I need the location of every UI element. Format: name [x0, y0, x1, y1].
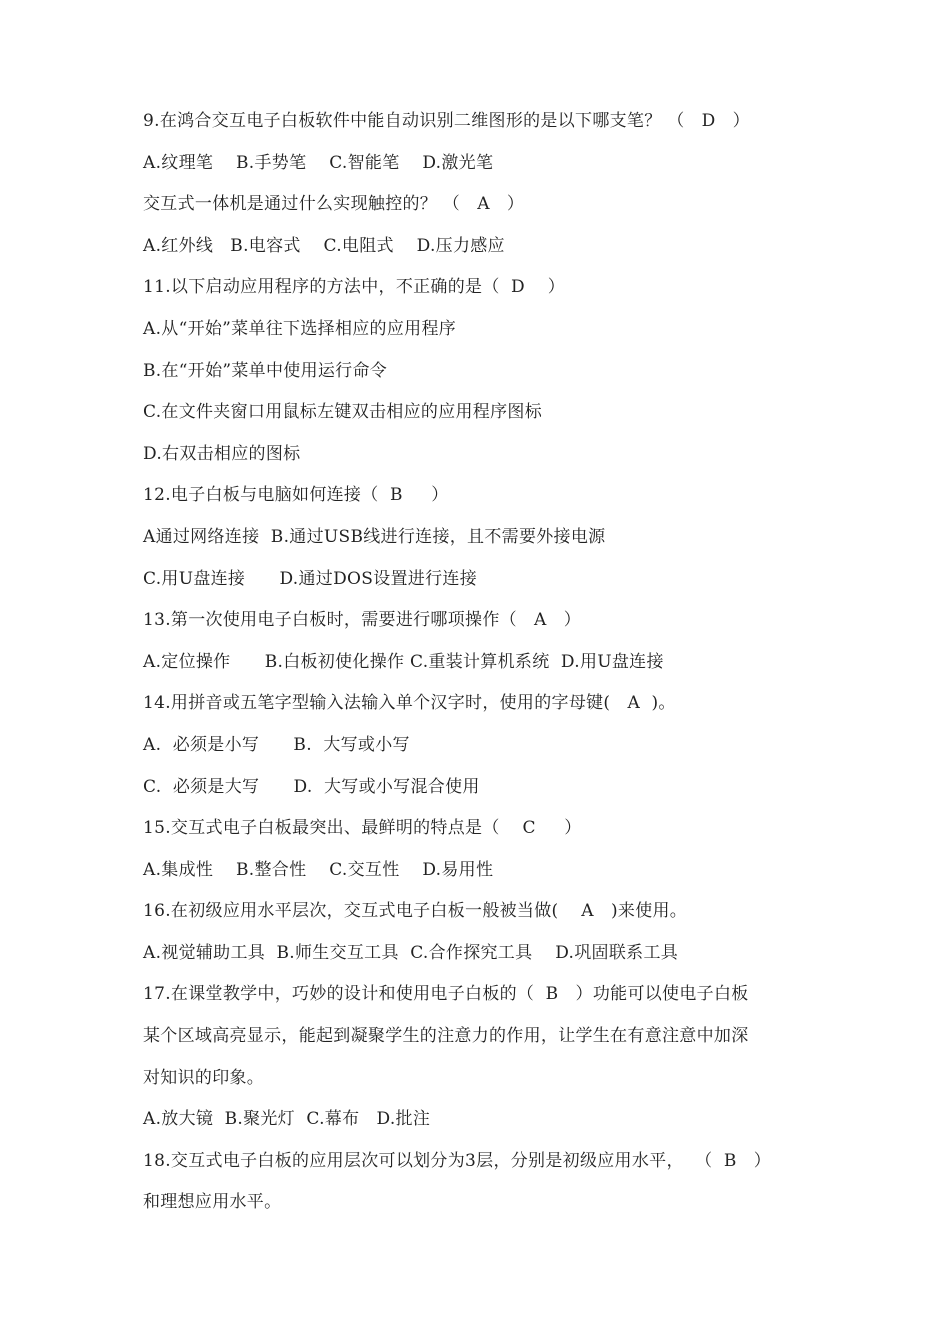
question-15-line: 15.交互式电子白板最突出、最鲜明的特点是（ C ） [143, 818, 582, 839]
question-11-option-a: A.从“开始”菜单往下选择相应的应用程序 [143, 318, 457, 339]
question-14-options-cd: C. 必须是大写 D. 大写或小写混合使用 [143, 776, 480, 797]
question-12-line: 12.电子白板与电脑如何连接（ B ） [143, 485, 449, 506]
question-17-options: A.放大镜 B.聚光灯 C.幕布 D.批注 [143, 1109, 431, 1130]
question-16-line: 16.在初级应用水平层次，交互式电子白板一般被当做( A )来使用。 [143, 901, 688, 922]
question-12-options-ab: A通过网络连接 B.通过USB线进行连接，且不需要外接电源 [143, 526, 606, 547]
question-18-line-2: 和理想应用水平。 [143, 1192, 282, 1213]
document-body [143, 101, 823, 1224]
question-17-line-3: 对知识的印象。 [143, 1067, 265, 1088]
question-10-options: A.红外线 B.电容式 C.电阻式 D.压力感应 [143, 235, 505, 256]
question-17-line-1: 17.在课堂教学中，巧妙的设计和使用电子白板的（ B ）功能可以使电子白板 [143, 984, 749, 1005]
question-9-line: 9.在鸿合交互电子白板软件中能自动识别二维图形的是以下哪支笔？ （ D ） [143, 111, 750, 131]
question-11-option-c: C.在文件夹窗口用鼠标左键双击相应的应用程序图标 [143, 402, 543, 423]
question-14-options-ab: A. 必须是小写 B. 大写或小写 [143, 734, 410, 755]
question-14-line: 14.用拼音或五笔字型输入法输入单个汉字时，使用的字母键( A )。 [143, 693, 676, 714]
question-10-line: 交互式一体机是通过什么实现触控的？ （ A ） [143, 194, 525, 215]
question-12-options-cd: C.用U盘连接 D.通过DOS设置进行连接 [143, 568, 477, 589]
question-17-line-2: 某个区域高亮显示，能起到凝聚学生的注意力的作用，让学生在有意注意中加深 [143, 1026, 749, 1047]
question-13-options: A.定位操作 B.白板初使化操作 C.重装计算机系统 D.用U盘连接 [143, 651, 664, 672]
question-16-options: A.视觉辅助工具 B.师生交互工具 C.合作探究工具 D.巩固联系工具 [143, 942, 679, 963]
question-11-option-b: B.在“开始”菜单中使用运行命令 [143, 360, 388, 381]
question-11-option-d: D.右双击相应的图标 [143, 443, 301, 464]
question-13-line: 13.第一次使用电子白板时，需要进行哪项操作（ A ） [143, 610, 582, 631]
question-18-line-1: 18.交互式电子白板的应用层次可以划分为3层，分别是初级应用水平， （ B ） [143, 1150, 772, 1171]
question-15-options: A.集成性 B.整合性 C.交互性 D.易用性 [143, 859, 494, 880]
question-11-line: 11.以下启动应用程序的方法中，不正确的是（ D ） [143, 277, 566, 298]
question-9-options: A.纹理笔 B.手势笔 C.智能笔 D.激光笔 [143, 152, 494, 173]
